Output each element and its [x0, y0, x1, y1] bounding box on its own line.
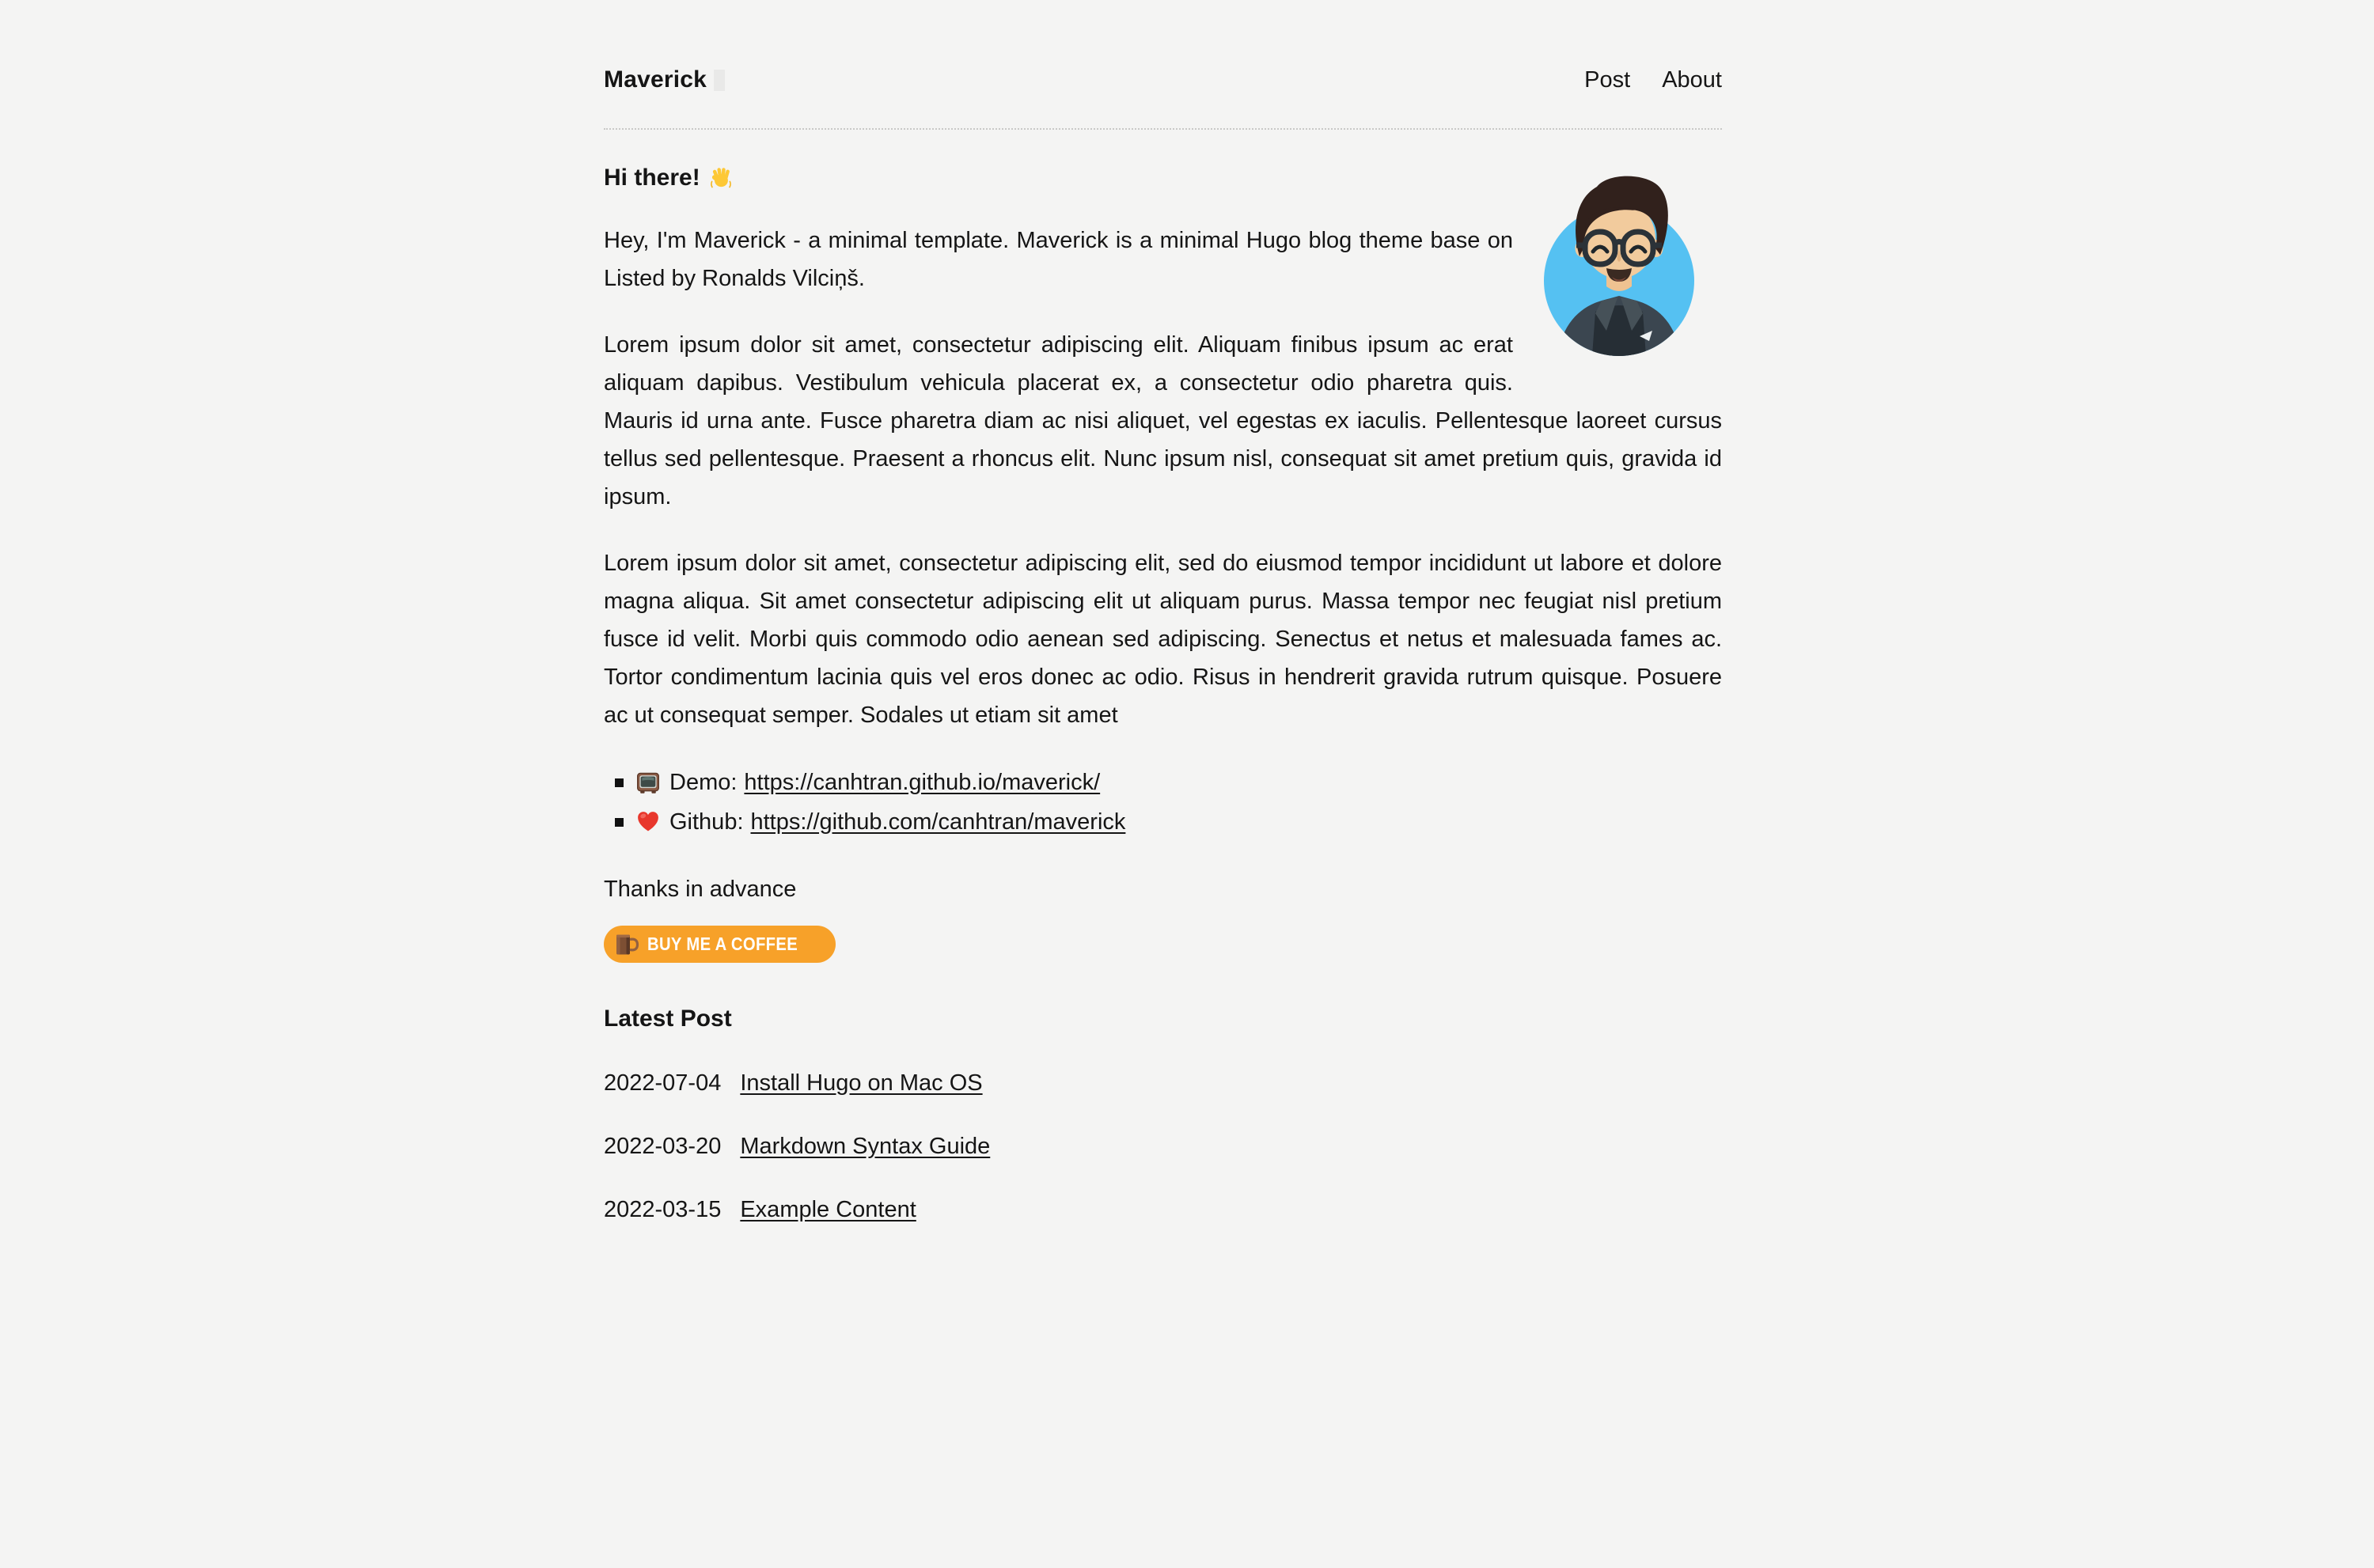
project-links-list	[604, 763, 1722, 842]
post-link-markdown-guide[interactable]: Markdown Syntax Guide	[740, 1134, 991, 1159]
title-cursor-block	[714, 70, 725, 91]
bmc-button-label: BUY ME A COFFEE	[647, 934, 798, 954]
post-link-install-hugo[interactable]: Install Hugo on Mac OS	[740, 1070, 983, 1096]
buy-me-a-coffee-button[interactable]	[604, 926, 836, 963]
post-date: 2022-03-20	[604, 1134, 722, 1159]
heart-icon	[635, 809, 661, 835]
intro-paragraph-2: Lorem ipsum dolor sit amet, consectetur adipiscing elit. Aliquam finibus ipsum ac erat aliquam dapibus. Vestibulum vehicula placerat ex, a consectetur odio pharetra quis. Mauris id urna ante. Fusce pharetra diam ac nisi aliquet, vel egestas ex iaculis. Pellentesque laoreet cursus tellus sed pellentesque. Praesent a rhoncus elit. Nunc ipsum nisl, consequat sit amet pretium quis, gravida id ipsum.	[604, 332, 1722, 509]
tv-icon	[635, 770, 661, 795]
thanks-text: Thanks in advance	[604, 877, 797, 902]
avatar-illustration	[1540, 172, 1698, 356]
coffee-mug-icon	[613, 931, 640, 958]
waving-hand-icon	[708, 165, 734, 191]
nav-link-post[interactable]: Post	[1584, 66, 1631, 93]
intro-heading-text: Hi there!	[604, 165, 700, 191]
page-container	[604, 0, 1722, 1224]
site-title-text: Maverick	[604, 66, 707, 93]
list-item-demo	[615, 763, 1722, 802]
post-link-example-content[interactable]: Example Content	[740, 1197, 916, 1222]
demo-label: Demo:	[669, 769, 738, 795]
latest-post-heading-text: Latest Post	[604, 1006, 732, 1032]
latest-post-heading	[604, 1004, 1722, 1034]
post-date: 2022-07-04	[604, 1070, 722, 1096]
site-header	[604, 0, 1722, 130]
nav-link-about[interactable]: About	[1662, 66, 1722, 93]
post-row	[604, 1195, 1722, 1224]
main-content	[604, 163, 1722, 1224]
post-date: 2022-03-15	[604, 1197, 722, 1222]
square-bullet-icon	[615, 818, 624, 827]
list-item-github	[615, 802, 1722, 842]
github-label: Github:	[669, 809, 744, 835]
intro-paragraph-1: Hey, I'm Maverick - a minimal template. Maverick is a minimal Hugo blog theme base on Listed by Ronalds Vilciņš.	[604, 228, 1513, 291]
main-nav	[1584, 67, 1722, 93]
post-row	[604, 1069, 1722, 1097]
square-bullet-icon	[615, 778, 624, 787]
site-title	[604, 66, 725, 93]
author-avatar	[1540, 172, 1698, 356]
demo-link[interactable]: https://canhtran.github.io/maverick/	[744, 769, 1101, 795]
intro-paragraph-3: Lorem ipsum dolor sit amet, consectetur adipiscing elit, sed do eiusmod tempor incididunt ut labore et dolore magna aliqua. Sit amet consectetur adipiscing elit ut aliquam purus. Massa tempor nec feugiat nisl pretium fusce id velit. Morbi quis commodo odio aenean sed adipiscing. Senectus et netus et malesuada fames ac. Tortor condimentum lacinia quis vel eros donec ac odio. Risus in hendrerit gravida rutrum quisque. Posuere ac ut consequat semper. Sodales ut etiam sit amet	[604, 551, 1722, 728]
github-link[interactable]: https://github.com/canhtran/maverick	[750, 809, 1126, 835]
post-row	[604, 1132, 1722, 1161]
